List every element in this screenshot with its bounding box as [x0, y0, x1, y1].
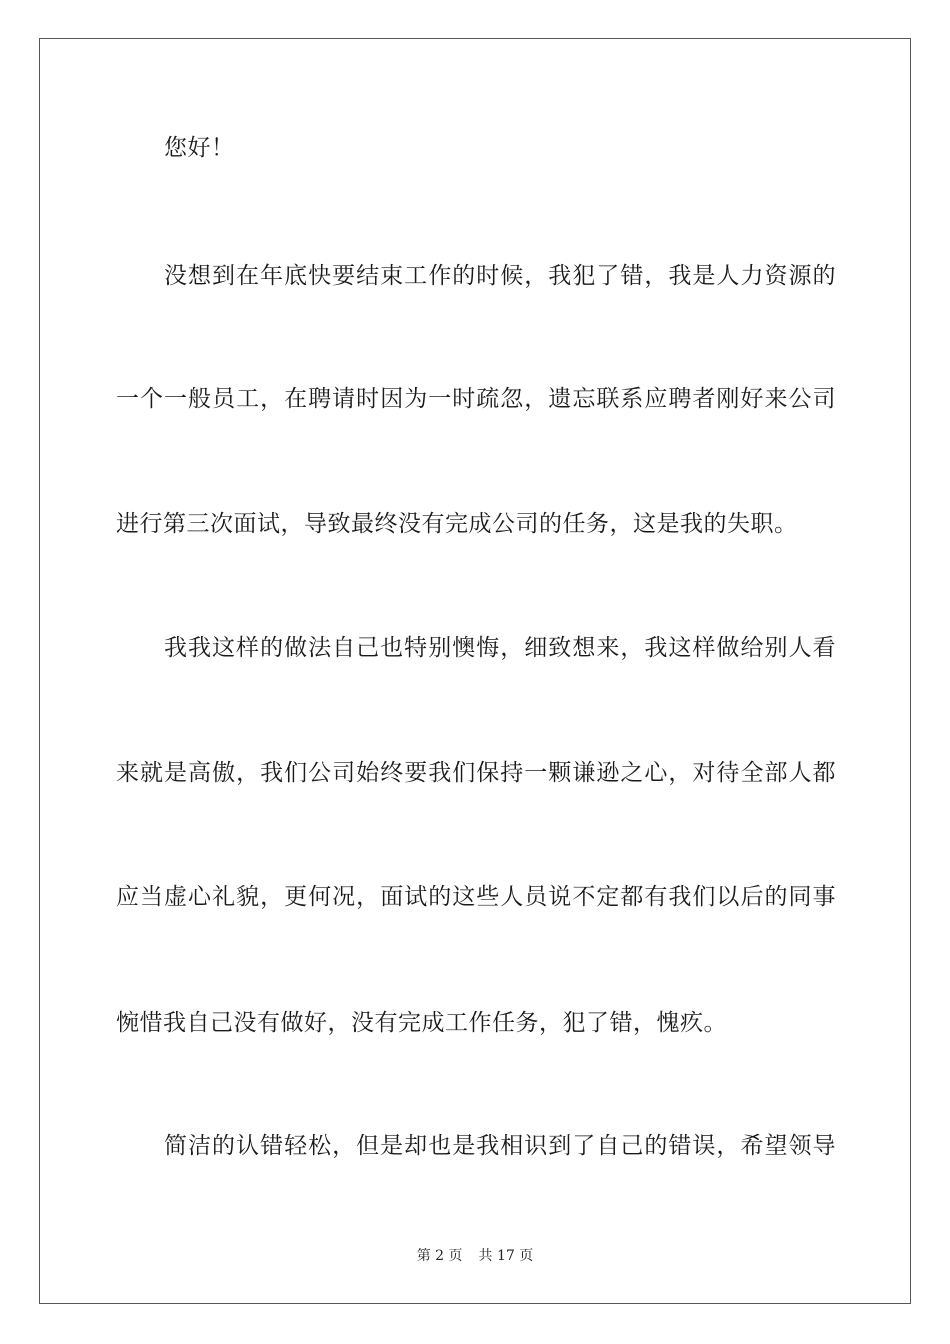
- paragraph-line-4: 我我这样的做法自己也特别懊悔，细致想来，我这样做给别人看: [164, 635, 836, 661]
- page-number: 第 2 页: [416, 1248, 463, 1264]
- greeting-line: 您好！: [164, 135, 235, 161]
- page-total: 共 17 页: [478, 1248, 534, 1264]
- paragraph-line-1: 没想到在年底快要结束工作的时候，我犯了错，我是人力资源的: [164, 263, 836, 289]
- page-footer: [0, 1247, 950, 1265]
- paragraph-line-7: 惋惜我自己没有做好，没有完成工作任务，犯了错，愧疚。: [116, 1010, 727, 1036]
- paragraph-line-2: 一个一般员工，在聘请时因为一时疏忽，遗忘联系应聘者刚好来公司: [116, 386, 836, 412]
- paragraph-line-6: 应当虚心礼貌，更何况，面试的这些人员说不定都有我们以后的同事: [116, 884, 836, 910]
- paragraph-line-5: 来就是高傲，我们公司始终要我们保持一颗谦逊之心，对待全部人都: [116, 760, 836, 786]
- paragraph-line-3: 进行第三次面试，导致最终没有完成公司的任务，这是我的失职。: [116, 511, 798, 537]
- page-border: [39, 38, 911, 1304]
- paragraph-line-8: 简洁的认错轻松，但是却也是我相识到了自己的错误，希望领导: [164, 1133, 836, 1159]
